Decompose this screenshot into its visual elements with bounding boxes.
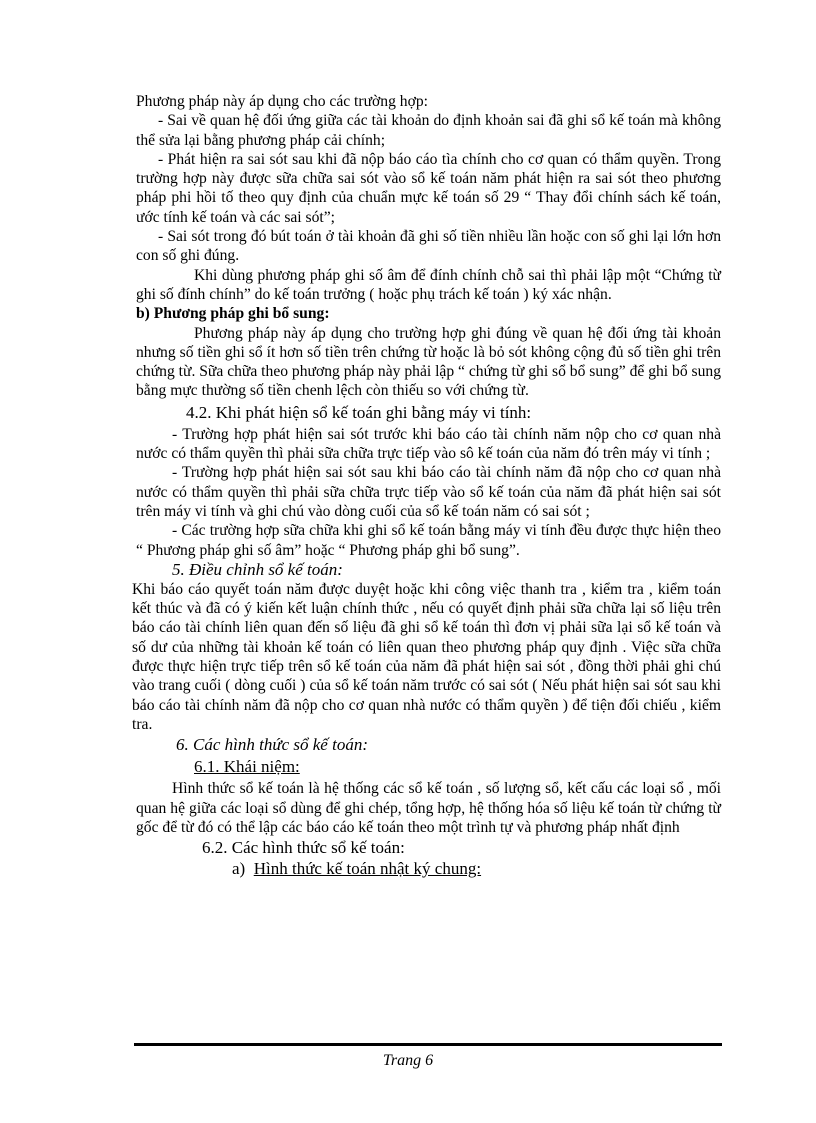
paragraph-intro: Phương pháp này áp dụng cho các trường hợp: <box>136 93 428 110</box>
heading-supplement-method: b) Phương pháp ghi bổ sung: <box>136 305 330 323</box>
heading-6-2: 6.2. Các hình thức sổ kế toán: <box>202 838 405 858</box>
paragraph-definition: Hình thức sổ kế toán là hệ thống các sổ kế toán , số lượng sổ, kết cấu các loại sổ , mối quan hệ giữa các loại sổ dùng để ghi chép, tổng hợp, hệ thống hóa số liệu kế toán từ chứng từ gốc để từ đó có thể lập các báo cáo kế toán theo một trình tự và phương pháp nhất định <box>136 780 721 836</box>
heading-6: 6. Các hình thức sổ kế toán: <box>176 735 368 755</box>
paragraph-case-1: - Sai về quan hệ đối ứng giữa các tài khoản do định khoản sai đã ghi sổ kế toán mà không thể sửa lại bằng phương pháp cải chính; <box>136 112 721 149</box>
paragraph-case-2: - Phát hiện ra sai sót sau khi đã nộp báo cáo tìa chính cho cơ quan có thẩm quyền. Trong trường hợp này được sữa chữa sai sót vào sổ kế toán năm phát hiện ra sai sót theo phương pháp phi hồi tố theo quy định của chuẩn mực kế toán số 29 “ Thay đổi chính sách kế toán, ước tính kế toán và các sai sót”; <box>136 150 721 226</box>
list-marker: a) <box>232 859 246 879</box>
paragraph-adjustment: Khi báo cáo quyết toán năm được duyệt hoặc khi công việc thanh tra , kiểm tra , kiểm toán kết thúc và đã có ý kiến kết luận chính thức , nếu có quyết định phải sữa chữa lại số liệu trên báo cáo tài chính liên quan đến số liệu đã ghi sổ kế toán thì đơn vị phải sữa lại sổ kế toán và số dư của những tài khoản kế toán có liên quan theo phương pháp quy định . Việc sữa chữa được thực hiện trực tiếp trên sổ kế toán của năm đã phát hiện sai sót , đồng thời phải ghi chú vào trang cuối ( dòng cuối ) của sổ kế toán năm trước có sai sót ( Nếu phát hiện sai sót sau khi báo cáo tài chính năm đã nộp cho cơ quan nhà nước có thẩm quyền ) để tiện đối chiếu , kiểm tra. <box>132 580 721 733</box>
paragraph-negative-note: Khi dùng phương pháp ghi số âm để đính chính chỗ sai thì phải lập một “Chứng từ ghi số đính chính” do kế toán trưởng ( hoặc phụ trách kế toán ) ký xác nhận. <box>136 266 721 303</box>
heading-general-journal-text: Hình thức kế toán nhật ký chung: <box>253 859 482 879</box>
page-number: Trang 6 <box>382 1052 434 1069</box>
paragraph-computer-case-2: - Trường hợp phát hiện sai sót sau khi báo cáo tài chính năm đã nộp cho cơ quan nhà nước có thẩm quyền thì phải sữa chữa trực tiếp vào sổ kế toán của năm đã phát hiện sai sót trên máy vi tính và ghi chú vào dòng cuối của sổ kế toán năm có sai sót ; <box>136 464 721 520</box>
footer-divider <box>134 1043 722 1046</box>
heading-5: 5. Điều chỉnh sổ kế toán: <box>172 559 343 579</box>
paragraph-computer-case-1: - Trường hợp phát hiện sai sót trước khi báo cáo tài chính năm nộp cho cơ quan nhà nước có thẩm quyền thì phải sữa chữa trực tiếp vào sô kế toán của năm đó trên máy vi tính ; <box>136 425 721 463</box>
heading-6-1: 6.1. Khái niệm: <box>194 757 300 777</box>
document-body <box>132 92 721 879</box>
paragraph-supplement-method: Phương pháp này áp dụng cho trường hợp ghi đúng về quan hệ đối ứng tài khoản nhưng số tiền ghi sổ ít hơn số tiền trên chứng từ hoặc là bỏ sót không cộng đủ số tiền ghi trên chứng từ. Sữa chữa theo phương pháp này phải lập “ chứng từ ghi sổ bổ sung” để ghi bổ sung bằng mực thường số tiền chenh lệch còn thiếu so với chứng từ. <box>136 324 721 400</box>
heading-general-journal <box>232 858 721 879</box>
paragraph-case-3: - Sai sót trong đó bút toán ở tài khoản đã ghi số tiền nhiều lần hoặc con số ghi lại lớn hơn con số ghi đúng. <box>136 228 721 265</box>
paragraph-computer-case-3: - Các trường hợp sữa chữa khi ghi sổ kế toán bằng máy vi tính đều được thực hiện theo “ Phương pháp ghi số âm” hoặc “ Phương pháp ghi bổ sung”. <box>136 522 721 559</box>
heading-4-2: 4.2. Khi phát hiện sổ kế toán ghi bằng máy vi tính: <box>186 402 532 422</box>
